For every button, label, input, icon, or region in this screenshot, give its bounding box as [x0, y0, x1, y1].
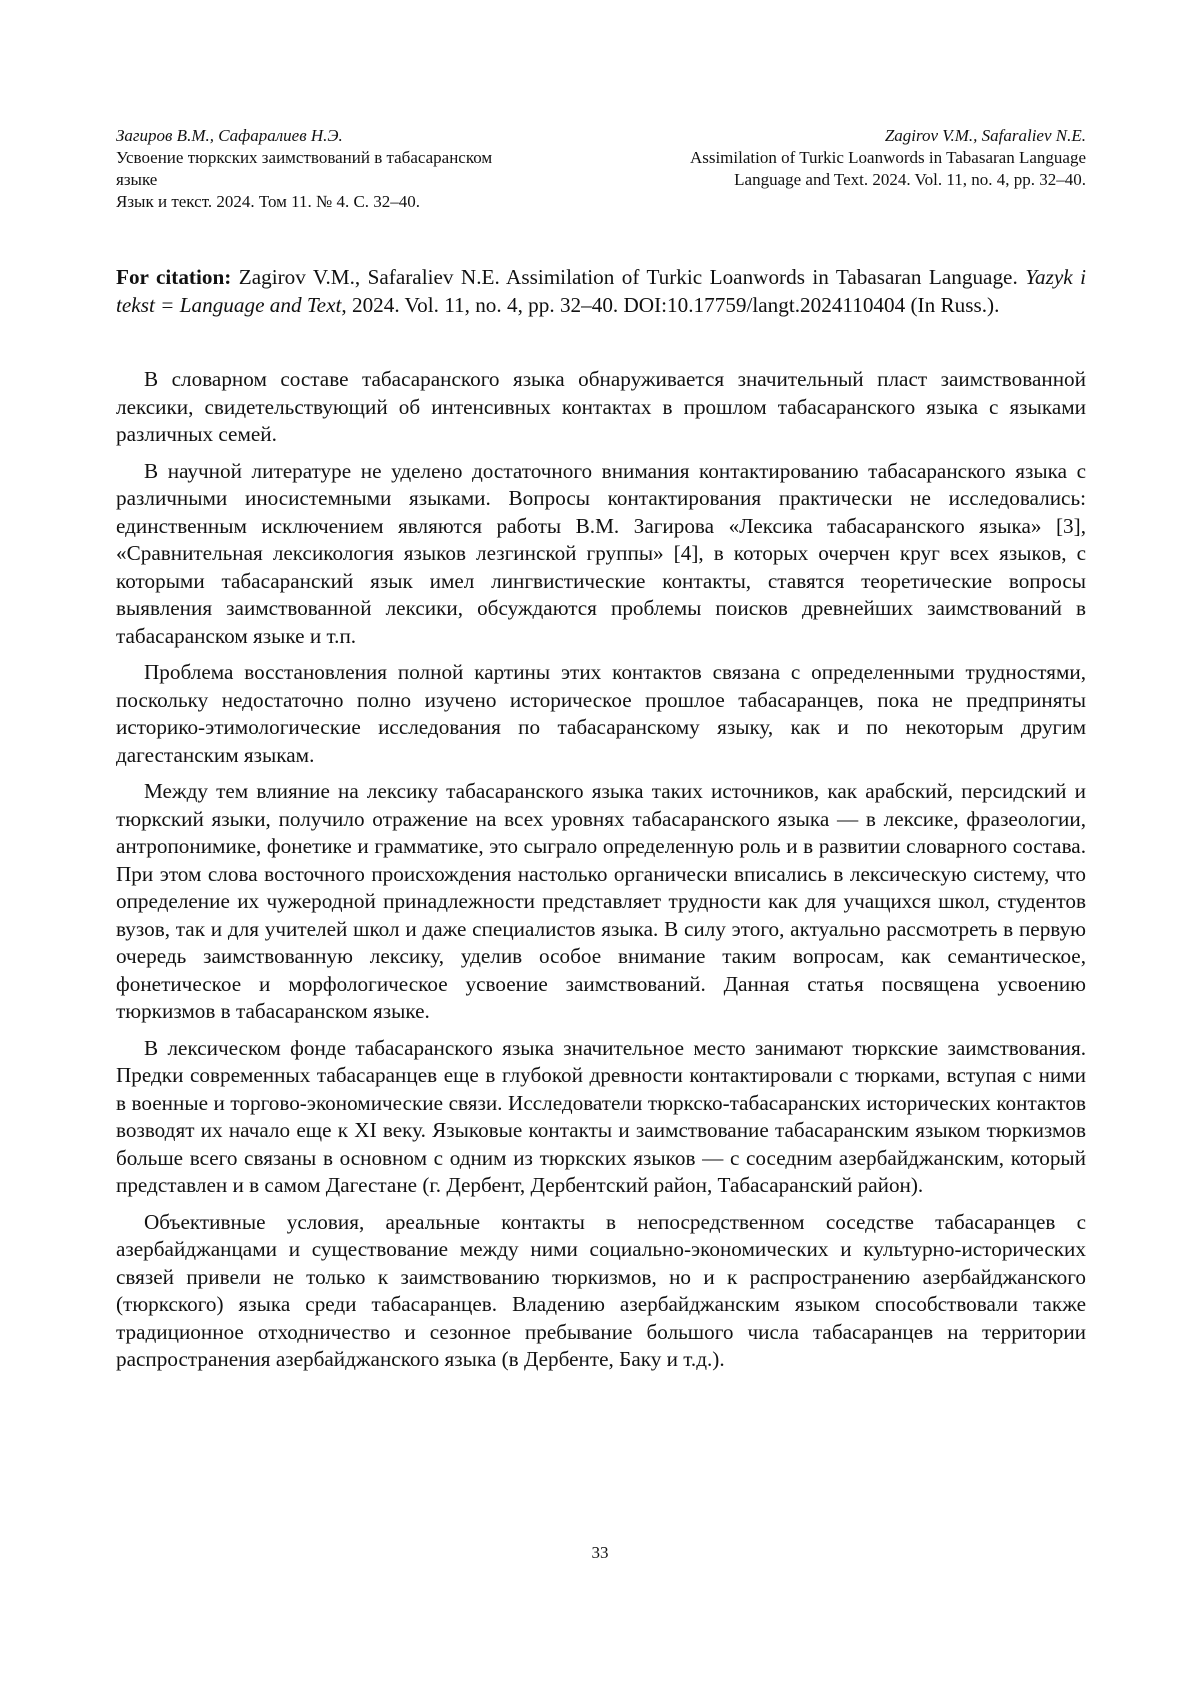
citation-text-a: Zagirov V.M., Safaraliev N.E. Assimilation of Turkic Loanwords in Tabasaran Language. — [231, 265, 1025, 289]
header-right-english — [616, 125, 1086, 191]
citation-block — [116, 264, 1086, 319]
body-paragraph: В научной литературе не уделено достаточного внимания контактированию табасаранского языка с различными иносистемными языками. Вопросы контактирования практически не исследовались: единственным исключением являются работы В.М. Загирова «Лексика табасаранского языка» [3], «Сравнительная лексикология языков лезгинской группы» [4], в которых очерчен круг всех языков, с которыми табасаранский язык имел лингвистические контакты, ставятся теоретические вопросы выявления заимствованной лексики, обсуждаются проблемы поисков древнейших заимствований в табасаранском языке и т.п. — [116, 458, 1086, 651]
header-left-russian — [116, 125, 596, 213]
header-authors-ru: Загиров В.М., Сафаралиев Н.Э. — [116, 125, 596, 147]
header-authors-en: Zagirov V.M., Safaraliev N.E. — [616, 125, 1086, 147]
header-title-en: Assimilation of Turkic Loanwords in Tabasaran Language — [616, 147, 1086, 169]
citation-text-b: , 2024. Vol. 11, no. 4, pp. 32–40. DOI:10.17759/langt.2024110404 (In Russ.). — [341, 293, 999, 317]
header-journal-en: Language and Text. 2024. Vol. 11, no. 4, pp. 32–40. — [616, 169, 1086, 191]
citation-label: For citation: — [116, 265, 231, 289]
body-paragraph: Объективные условия, ареальные контакты в непосредственном соседстве табасаранцев с азербайджанцами и существование между ними социально-экономических и культурно-исторических связей привели не только к заимствованию тюркизмов, но и к распространению азербайджанского (тюркского) языка среди табасаранцев. Владению азербайджанским языком способствовали также традиционное отходничество и сезонное пребывание большого числа табасаранцев на территории распространения азербайджанского языка (в Дербенте, Баку и т.д.). — [116, 1209, 1086, 1374]
header-title-ru-line1: Усвоение тюркских заимствований в табасаранском — [116, 147, 596, 169]
citation-journal: Yazyk i tekst = Language and Text — [116, 265, 1086, 317]
body-paragraph: Между тем влияние на лексику табасаранского языка таких источников, как арабский, персидский и тюркский языки, получило отражение на всех уровнях табасаранского языка — в лексике, фразеологии, антропонимике, фонетике и грамматике, это сыграло определенную роль и в развитии словарного состава. При этом слова восточного происхождения настолько органически вписались в лексическую систему, что определение их чужеродной принадлежности представляет трудности как для учащихся школ, студентов вузов, так и для учителей школ и даже специалистов языка. В силу этого, актуально рассмотреть в первую очередь заимствованную лексику, уделив особое внимание таким вопросам, как семантическое, фонетическое и морфологическое усвоение заимствований. Данная статья посвящена усвоению тюркизмов в табасаранском языке. — [116, 778, 1086, 1026]
header-title-ru-line2: языке — [116, 169, 596, 191]
body-paragraph: Проблема восстановления полной картины этих контактов связана с определенными трудностями, поскольку недостаточно полно изучено историческое прошлое табасаранцев, пока не предприняты историко-этимологические исследования по табасаранскому языку, как и по некоторым другим дагестанским языкам. — [116, 659, 1086, 769]
body-paragraph: В лексическом фонде табасаранского языка значительное место занимают тюркские заимствования. Предки современных табасаранцев еще в глубокой древности контактировали с тюрками, вступая с ними в военные и торгово-экономические связи. Исследователи тюркско-табасаранских исторических контактов возводят их начало еще к XI веку. Языковые контакты и заимствование табасаранским языком тюркизмов больше всего связаны в основном с одним из тюркских языков — с соседним азербайджанским, который представлен и в самом Дагестане (г. Дербент, Дербентский район, Табасаранский район). — [116, 1035, 1086, 1200]
article-body — [116, 366, 1086, 1383]
page-number: 33 — [0, 1543, 1200, 1563]
running-header — [116, 125, 1086, 225]
body-paragraph: В словарном составе табасаранского языка обнаруживается значительный пласт заимствованной лексики, свидетельствующий об интенсивных контактах в прошлом табасаранского языка с языками различных семей. — [116, 366, 1086, 449]
document-page — [0, 0, 1200, 1697]
header-journal-ru: Язык и текст. 2024. Том 11. № 4. С. 32–40. — [116, 191, 596, 213]
